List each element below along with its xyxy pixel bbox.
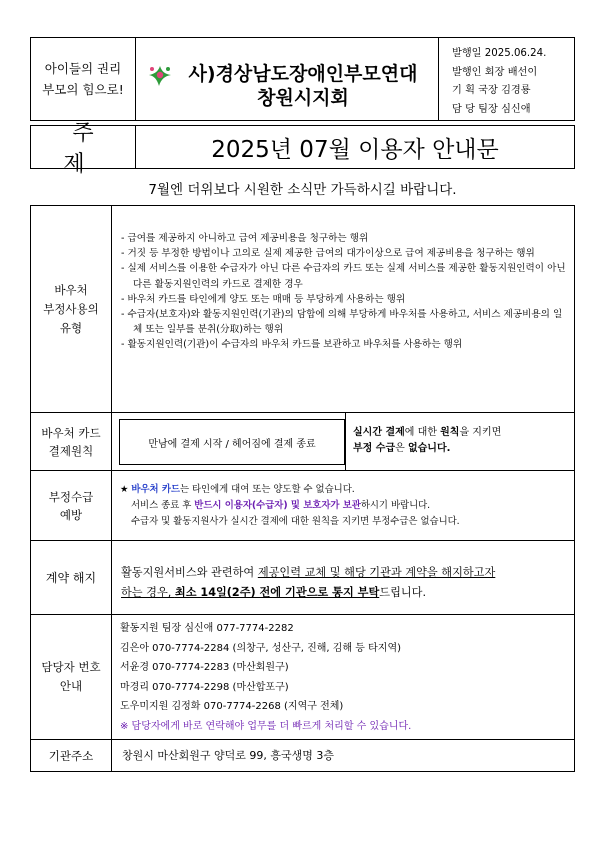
list-item: - 활동지원인력(기관)이 수급자의 바우처 카드를 보관하고 바우처를 사용하는 행위 [121, 339, 463, 351]
realtime-payment: 실시간 결제 [353, 427, 405, 438]
meta-row [452, 64, 574, 83]
publish-meta [452, 45, 574, 119]
address-label: 기관주소 [48, 749, 94, 763]
text: 는 타인에게 대여 또는 양도할 수 없습니다. [179, 484, 355, 495]
star-icon: ★ [120, 484, 129, 495]
card-right-line2 [353, 441, 573, 457]
meta-value: 2025.06.24. [484, 48, 547, 59]
card-label-line: 결제원칙 [48, 443, 94, 458]
contacts-note: ※ 담당자에게 바로 연락해야 업무를 더 빠르게 처리할 수 있습니다. [120, 720, 412, 732]
improper-line3: 수급자 및 활동지원사가 실시간 결제에 대한 원칙을 지키면 부정수급은 없습니다. [131, 516, 460, 527]
fraud-receipt: 부정 수급 [353, 443, 396, 454]
fraud-label [31, 206, 111, 412]
row-divider [30, 470, 575, 471]
list-item: - 수급자(보호자)와 활동지원인력(기관)의 담합에 의해 부당하게 바우처를 사용하고, 서비스 제공비용의 일체 또는 일부를 분취(分取)하는 행위 [121, 309, 563, 336]
meta-row [452, 45, 574, 64]
org-name-line1: 사)경상남도장애인부모연대 [188, 63, 418, 85]
improper-label-line: 예방 [59, 507, 83, 522]
improper-text [120, 482, 572, 530]
subject-title: 2025년 07월 이용자 안내문 [211, 136, 499, 163]
fraud-items [121, 231, 571, 353]
contacts-label [31, 615, 111, 739]
cancel-text [121, 563, 561, 603]
fraud-label-line: 부정사용의 [43, 301, 99, 316]
meta-label: 발행인 회장 [452, 66, 505, 78]
contacts-label-line: 안내 [59, 679, 83, 693]
fraud-label-line: 유형 [59, 320, 83, 335]
row-divider [30, 540, 575, 541]
text: 하는 경우, [121, 586, 175, 599]
contact-line: 마경리 070-7774-2298 (마산합포구) [120, 681, 289, 693]
cancel-emphasis: 제공인력 교체 및 해당 기관과 계약을 해지 [257, 566, 463, 579]
none: 없습니다. [407, 443, 451, 454]
card-right-text [353, 425, 573, 457]
list-item: - 급여를 제공하지 아니하고 급여 제공비용을 청구하는 행위 [121, 233, 369, 244]
card-middle: 만남에 결제 시작 / 헤어짐에 결제 종료 [148, 438, 316, 450]
meta-label: 발행일 [452, 48, 482, 59]
card-right-line1 [353, 425, 573, 441]
text: 서비스 종료 후 [131, 500, 195, 511]
slogan [31, 38, 135, 120]
improper-label-line: 부정수급 [48, 489, 94, 504]
contacts-list [120, 619, 572, 737]
text: 에 대한 [404, 427, 441, 438]
notice-emphasis: 최소 14일(2주) 전에 기관으로 통지 부탁 [174, 586, 380, 599]
meta-row [452, 101, 574, 120]
keep-card-note: 반드시 이용자(수급자) 및 보호자가 보관 [194, 500, 361, 511]
voucher-card: 바우처 카드 [131, 484, 180, 495]
slogan-line2: 부모의 힘으로! [42, 82, 124, 97]
meta-value: 배선이 [507, 66, 538, 78]
meta-label: 담 당 팀장 [452, 103, 498, 115]
header-divider-left [135, 37, 136, 121]
text: 하고자 [462, 566, 496, 579]
card-right-divider [345, 413, 346, 470]
contact-line: 활동지원 팀장 심신애 077-7774-2282 [120, 623, 294, 634]
improper-line1 [120, 482, 572, 498]
text: 활동지원서비스와 관련하여 [121, 566, 258, 579]
list-item: - 거짓 등 부정한 방법이나 고의로 실제 제공한 급여의 대가이상으로 급여 제공비용을 청구하는 행위 [121, 248, 535, 260]
text: 하시기 바랍니다. [360, 500, 431, 511]
meta-row [452, 82, 574, 101]
text: 은 [395, 443, 408, 454]
text: 드립니다. [379, 586, 427, 599]
subject-label: 주 제 [63, 121, 112, 177]
improper-label [31, 471, 111, 540]
contact-line: 도우미지원 김정화 070-7774-2268 (지역구 전체) [120, 701, 344, 713]
greeting: 7월엔 더위보다 시원한 소식만 가득하시길 바랍니다. [148, 182, 457, 198]
fraud-label-line: 바우처 [54, 282, 88, 297]
org-name [168, 62, 438, 110]
meta-value: 김경룡 [501, 85, 531, 96]
contact-line: 서윤경 070-7774-2283 (마산회원구) [120, 662, 289, 674]
meta-value: 심신애 [501, 103, 531, 115]
contact-line: 김은아 070-7774-2284 (의창구, 성산구, 진해, 김해 등 타지역) [120, 642, 402, 654]
principle: 원칙 [440, 427, 460, 438]
address-value: 창원시 마산회원구 양덕로 99, 흥국생명 3층 [122, 749, 334, 762]
cancel-label: 계약 해지 [45, 571, 97, 585]
meta-label: 기 획 국장 [452, 85, 498, 96]
table-col-divider [111, 205, 112, 772]
contacts-label-line: 담당자 번호 [41, 660, 101, 674]
header-divider-right [438, 37, 439, 121]
improper-line2 [120, 498, 572, 514]
list-item: - 실제 서비스를 이용한 수급자가 아닌 다른 수급자의 카드 또는 실제 서비스를 제공한 활동지원인력이 아닌 다른 활동지원인력의 카드로 결제한 경우 [121, 263, 566, 290]
card-label-line: 바우처 카드 [41, 425, 101, 440]
row-divider [30, 614, 575, 615]
slogan-line1: 아이들의 권리 [44, 61, 122, 76]
row-divider [30, 412, 575, 413]
text: 을 지키면 [459, 427, 502, 438]
list-item: - 바우처 카드를 타인에게 양도 또는 매매 등 부당하게 사용하는 행위 [121, 293, 406, 305]
row-divider [30, 739, 575, 740]
card-label [31, 413, 111, 470]
org-name-line2: 창원시지회 [257, 87, 349, 109]
